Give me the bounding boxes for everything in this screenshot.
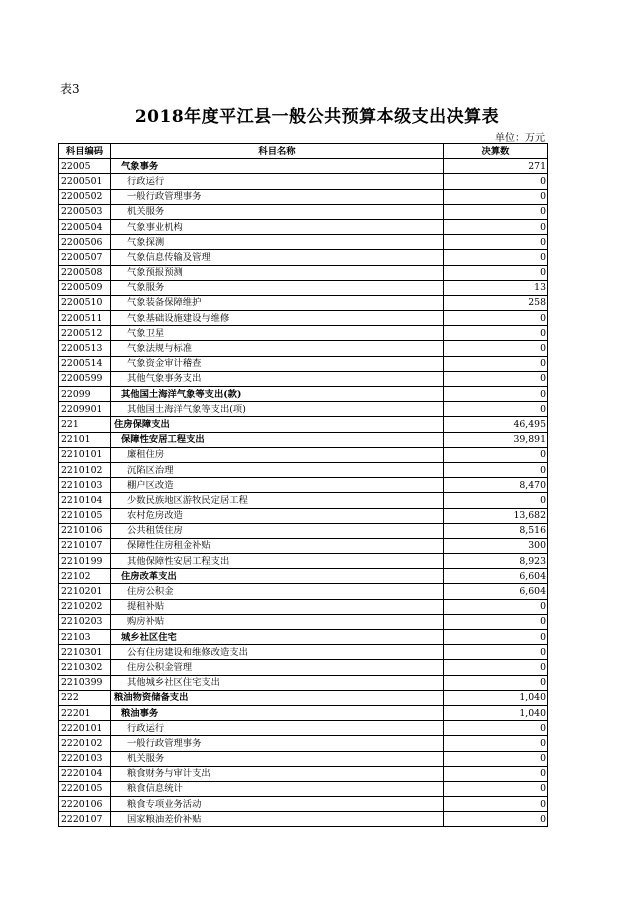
row-amount: 0 — [444, 614, 548, 629]
row-code: 22103 — [59, 630, 111, 645]
row-name: 粮油物资储备支出 — [111, 690, 444, 705]
row-amount: 0 — [444, 174, 548, 189]
row-code: 22099 — [59, 387, 111, 402]
row-code: 2220104 — [59, 766, 111, 781]
table-row — [59, 554, 548, 569]
row-name: 气象探测 — [111, 235, 444, 250]
row-code: 22201 — [59, 705, 111, 720]
table-row — [59, 569, 548, 584]
row-amount: 0 — [444, 462, 548, 477]
row-name: 购房补贴 — [111, 614, 444, 629]
table-row — [59, 280, 548, 295]
table-row — [59, 797, 548, 812]
row-code: 2200513 — [59, 341, 111, 356]
row-code: 22101 — [59, 432, 111, 447]
table-row — [59, 812, 548, 827]
row-code: 2210107 — [59, 538, 111, 553]
table-row — [59, 265, 548, 280]
row-name: 公有住房建设和维修改造支出 — [111, 645, 444, 660]
row-amount: 0 — [444, 447, 548, 462]
row-name: 住房改革支出 — [111, 569, 444, 584]
row-name: 气象信息传输及管理 — [111, 250, 444, 265]
row-amount: 0 — [444, 235, 548, 250]
row-code: 2210104 — [59, 493, 111, 508]
row-name: 气象预报预测 — [111, 265, 444, 280]
row-amount: 0 — [444, 250, 548, 265]
row-amount: 0 — [444, 402, 548, 417]
table-row — [59, 523, 548, 538]
row-code: 2200511 — [59, 311, 111, 326]
row-code: 2210102 — [59, 462, 111, 477]
row-name: 国家粮油差价补贴 — [111, 812, 444, 827]
table-row — [59, 751, 548, 766]
table-row — [59, 219, 548, 234]
row-amount: 0 — [444, 189, 548, 204]
budget-table — [58, 143, 548, 827]
table-row — [59, 235, 548, 250]
table-row — [59, 189, 548, 204]
table-row — [59, 402, 548, 417]
row-amount: 0 — [444, 599, 548, 614]
row-code: 2220102 — [59, 736, 111, 751]
row-code: 2209901 — [59, 402, 111, 417]
table-row — [59, 766, 548, 781]
table-row — [59, 614, 548, 629]
table-row — [59, 356, 548, 371]
row-name: 一般行政管理事务 — [111, 736, 444, 751]
row-amount: 0 — [444, 219, 548, 234]
table-row — [59, 432, 548, 447]
row-name: 粮食财务与审计支出 — [111, 766, 444, 781]
row-name: 廉租住房 — [111, 447, 444, 462]
row-name: 气象基础设施建设与维修 — [111, 311, 444, 326]
table-row — [59, 462, 548, 477]
row-name: 粮食信息统计 — [111, 781, 444, 796]
table-row — [59, 174, 548, 189]
row-code: 2210302 — [59, 660, 111, 675]
row-amount: 0 — [444, 766, 548, 781]
row-amount: 0 — [444, 751, 548, 766]
row-code: 2210203 — [59, 614, 111, 629]
row-amount: 6,604 — [444, 569, 548, 584]
table-row — [59, 660, 548, 675]
table-row — [59, 371, 548, 386]
row-code: 2200599 — [59, 371, 111, 386]
row-name: 气象装备保障维护 — [111, 295, 444, 310]
table-row — [59, 159, 548, 174]
row-code: 22102 — [59, 569, 111, 584]
table-row — [59, 326, 548, 341]
row-code: 2210105 — [59, 508, 111, 523]
table-row — [59, 599, 548, 614]
row-code: 2210106 — [59, 523, 111, 538]
table-row — [59, 311, 548, 326]
row-name: 提租补贴 — [111, 599, 444, 614]
row-name: 棚户区改造 — [111, 478, 444, 493]
row-name: 机关服务 — [111, 204, 444, 219]
row-code: 2200512 — [59, 326, 111, 341]
row-name: 行政运行 — [111, 721, 444, 736]
row-amount: 8,516 — [444, 523, 548, 538]
row-name: 其他国土海洋气象等支出(项) — [111, 402, 444, 417]
row-name: 其他保障性安居工程支出 — [111, 554, 444, 569]
table-row — [59, 675, 548, 690]
row-amount: 0 — [444, 660, 548, 675]
row-name: 气象法规与标准 — [111, 341, 444, 356]
row-amount: 13 — [444, 280, 548, 295]
row-name: 农村危房改造 — [111, 508, 444, 523]
row-amount: 46,495 — [444, 417, 548, 432]
row-amount: 1,040 — [444, 705, 548, 720]
header-code: 科目编码 — [59, 144, 111, 159]
table-row — [59, 736, 548, 751]
row-name: 住房保障支出 — [111, 417, 444, 432]
row-code: 2220105 — [59, 781, 111, 796]
table-row — [59, 295, 548, 310]
page-title: 2018年度平江县一般公共预算本级支出决算表 — [134, 107, 500, 127]
row-name: 行政运行 — [111, 174, 444, 189]
row-code: 2200501 — [59, 174, 111, 189]
table-row — [59, 417, 548, 432]
row-code: 2200509 — [59, 280, 111, 295]
row-amount: 0 — [444, 797, 548, 812]
row-amount: 0 — [444, 204, 548, 219]
row-amount: 0 — [444, 645, 548, 660]
row-amount: 0 — [444, 387, 548, 402]
row-name: 气象事务 — [111, 159, 444, 174]
row-amount: 0 — [444, 736, 548, 751]
row-code: 221 — [59, 417, 111, 432]
row-amount: 0 — [444, 721, 548, 736]
row-code: 2200508 — [59, 265, 111, 280]
row-name: 少数民族地区游牧民定居工程 — [111, 493, 444, 508]
table-row — [59, 341, 548, 356]
row-amount: 0 — [444, 812, 548, 827]
table-header-row — [59, 144, 548, 159]
table-row — [59, 387, 548, 402]
row-name: 气象资金审计稽查 — [111, 356, 444, 371]
row-name: 一般行政管理事务 — [111, 189, 444, 204]
row-amount: 13,682 — [444, 508, 548, 523]
row-code: 2200506 — [59, 235, 111, 250]
row-code: 22005 — [59, 159, 111, 174]
row-name: 沉陷区治理 — [111, 462, 444, 477]
row-name: 其他城乡社区住宅支出 — [111, 675, 444, 690]
table-row — [59, 493, 548, 508]
row-code: 2220101 — [59, 721, 111, 736]
row-code: 2210202 — [59, 599, 111, 614]
row-code: 2220106 — [59, 797, 111, 812]
row-code: 2200507 — [59, 250, 111, 265]
row-amount: 1,040 — [444, 690, 548, 705]
table-row — [59, 478, 548, 493]
row-name: 住房公积金 — [111, 584, 444, 599]
row-name: 保障性住房租金补贴 — [111, 538, 444, 553]
table-row — [59, 781, 548, 796]
row-amount: 6,604 — [444, 584, 548, 599]
table-tag: 表3 — [60, 82, 80, 96]
header-name: 科目名称 — [111, 144, 444, 159]
row-code: 2220103 — [59, 751, 111, 766]
row-amount: 0 — [444, 630, 548, 645]
row-code: 2200514 — [59, 356, 111, 371]
unit-label: 单位：万元 — [495, 133, 545, 144]
table-row — [59, 705, 548, 720]
table-row — [59, 721, 548, 736]
table-row — [59, 645, 548, 660]
row-amount: 0 — [444, 341, 548, 356]
row-code: 2210103 — [59, 478, 111, 493]
row-name: 粮食专项业务活动 — [111, 797, 444, 812]
row-amount: 0 — [444, 326, 548, 341]
row-code: 2200510 — [59, 295, 111, 310]
header-amount: 决算数 — [444, 144, 548, 159]
table-row — [59, 690, 548, 705]
row-code: 2210201 — [59, 584, 111, 599]
table-row — [59, 204, 548, 219]
row-code: 2210399 — [59, 675, 111, 690]
row-amount: 8,470 — [444, 478, 548, 493]
table-row — [59, 584, 548, 599]
table-row — [59, 250, 548, 265]
row-code: 2210301 — [59, 645, 111, 660]
row-amount: 0 — [444, 311, 548, 326]
row-code: 222 — [59, 690, 111, 705]
row-code: 2210101 — [59, 447, 111, 462]
row-amount: 0 — [444, 493, 548, 508]
row-name: 住房公积金管理 — [111, 660, 444, 675]
row-amount: 39,891 — [444, 432, 548, 447]
row-name: 其他国土海洋气象等支出(款) — [111, 387, 444, 402]
row-name: 保障性安居工程支出 — [111, 432, 444, 447]
row-name: 粮油事务 — [111, 705, 444, 720]
row-code: 2220107 — [59, 812, 111, 827]
row-amount: 0 — [444, 371, 548, 386]
row-name: 气象事业机构 — [111, 219, 444, 234]
table-row — [59, 447, 548, 462]
row-name: 气象卫星 — [111, 326, 444, 341]
table-body — [59, 159, 548, 827]
table-row — [59, 538, 548, 553]
row-name: 城乡社区住宅 — [111, 630, 444, 645]
row-amount: 0 — [444, 675, 548, 690]
row-amount: 0 — [444, 265, 548, 280]
row-code: 2200502 — [59, 189, 111, 204]
row-name: 气象服务 — [111, 280, 444, 295]
row-amount: 258 — [444, 295, 548, 310]
row-name: 公共租赁住房 — [111, 523, 444, 538]
row-name: 机关服务 — [111, 751, 444, 766]
row-amount: 0 — [444, 781, 548, 796]
table-row — [59, 630, 548, 645]
row-amount: 8,923 — [444, 554, 548, 569]
row-name: 其他气象事务支出 — [111, 371, 444, 386]
row-amount: 0 — [444, 356, 548, 371]
row-amount: 300 — [444, 538, 548, 553]
table-row — [59, 508, 548, 523]
row-code: 2200504 — [59, 219, 111, 234]
row-code: 2210199 — [59, 554, 111, 569]
row-amount: 271 — [444, 159, 548, 174]
row-code: 2200503 — [59, 204, 111, 219]
